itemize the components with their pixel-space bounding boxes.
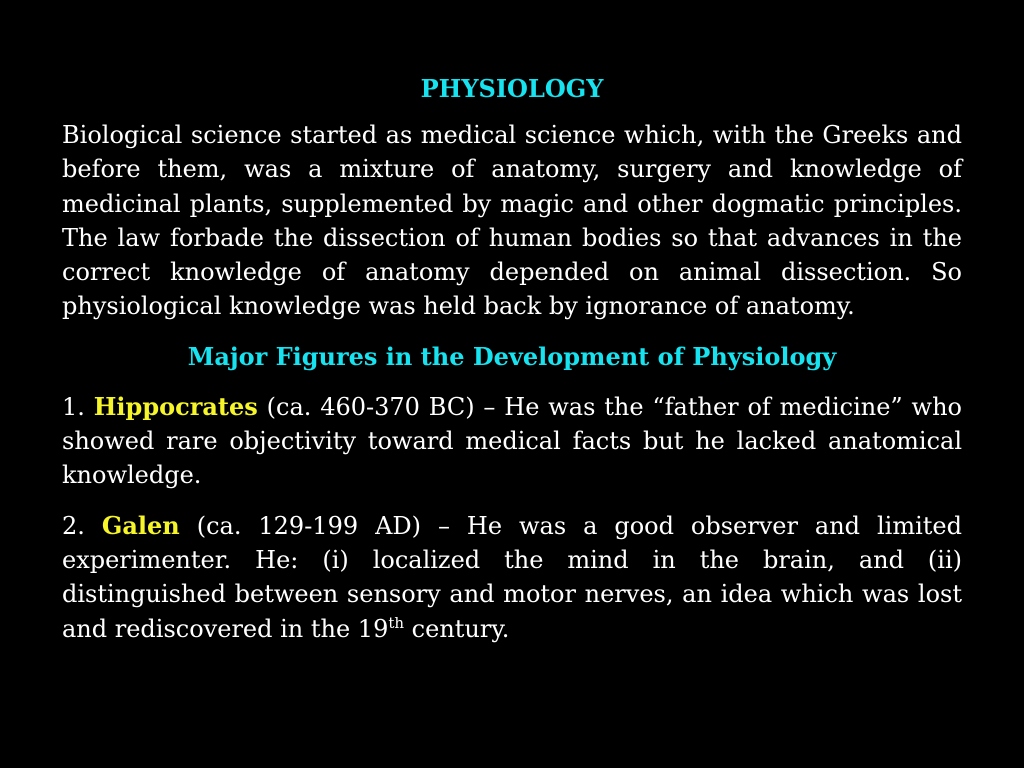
figure-number: 1. [62, 392, 85, 421]
section-subtitle: Major Figures in the Development of Physiology [187, 341, 837, 371]
slide-title: PHYSIOLOGY [420, 74, 604, 103]
figure-description: (ca. 460-370 BC) – He was the “father of medicine” who showed rare objectivity toward medical facts but he lacked anatomical knowledge. [62, 392, 962, 490]
figure-name: Hippocrates [93, 391, 258, 421]
figure-description-end: century. [404, 614, 510, 643]
slide [62, 72, 962, 662]
ordinal-superscript: th [388, 613, 405, 632]
intro-paragraph: Biological science started as medical science which, with the Greeks and before them, was a mixture of anatomy, surgery and knowledge of medicinal plants, supplemented by magic and other dogmatic principles. The law forbade the dissection of human bodies so that advances in the correct knowledge of anatomy depended on animal dissection. So physiological knowledge was held back by ignorance of anatomy. [62, 121, 962, 321]
figure-name: Galen [101, 510, 180, 540]
figure-item-hippocrates [62, 390, 962, 493]
figure-item-galen [62, 509, 962, 646]
figure-number: 2. [62, 511, 85, 540]
figure-description: (ca. 129-199 AD) – He was a good observer and limited experimenter. He: (i) localized the mind in the brain, and (ii) distinguished between sensory and motor nerves, an idea which was lost and rediscovered in the 19 [62, 511, 962, 643]
